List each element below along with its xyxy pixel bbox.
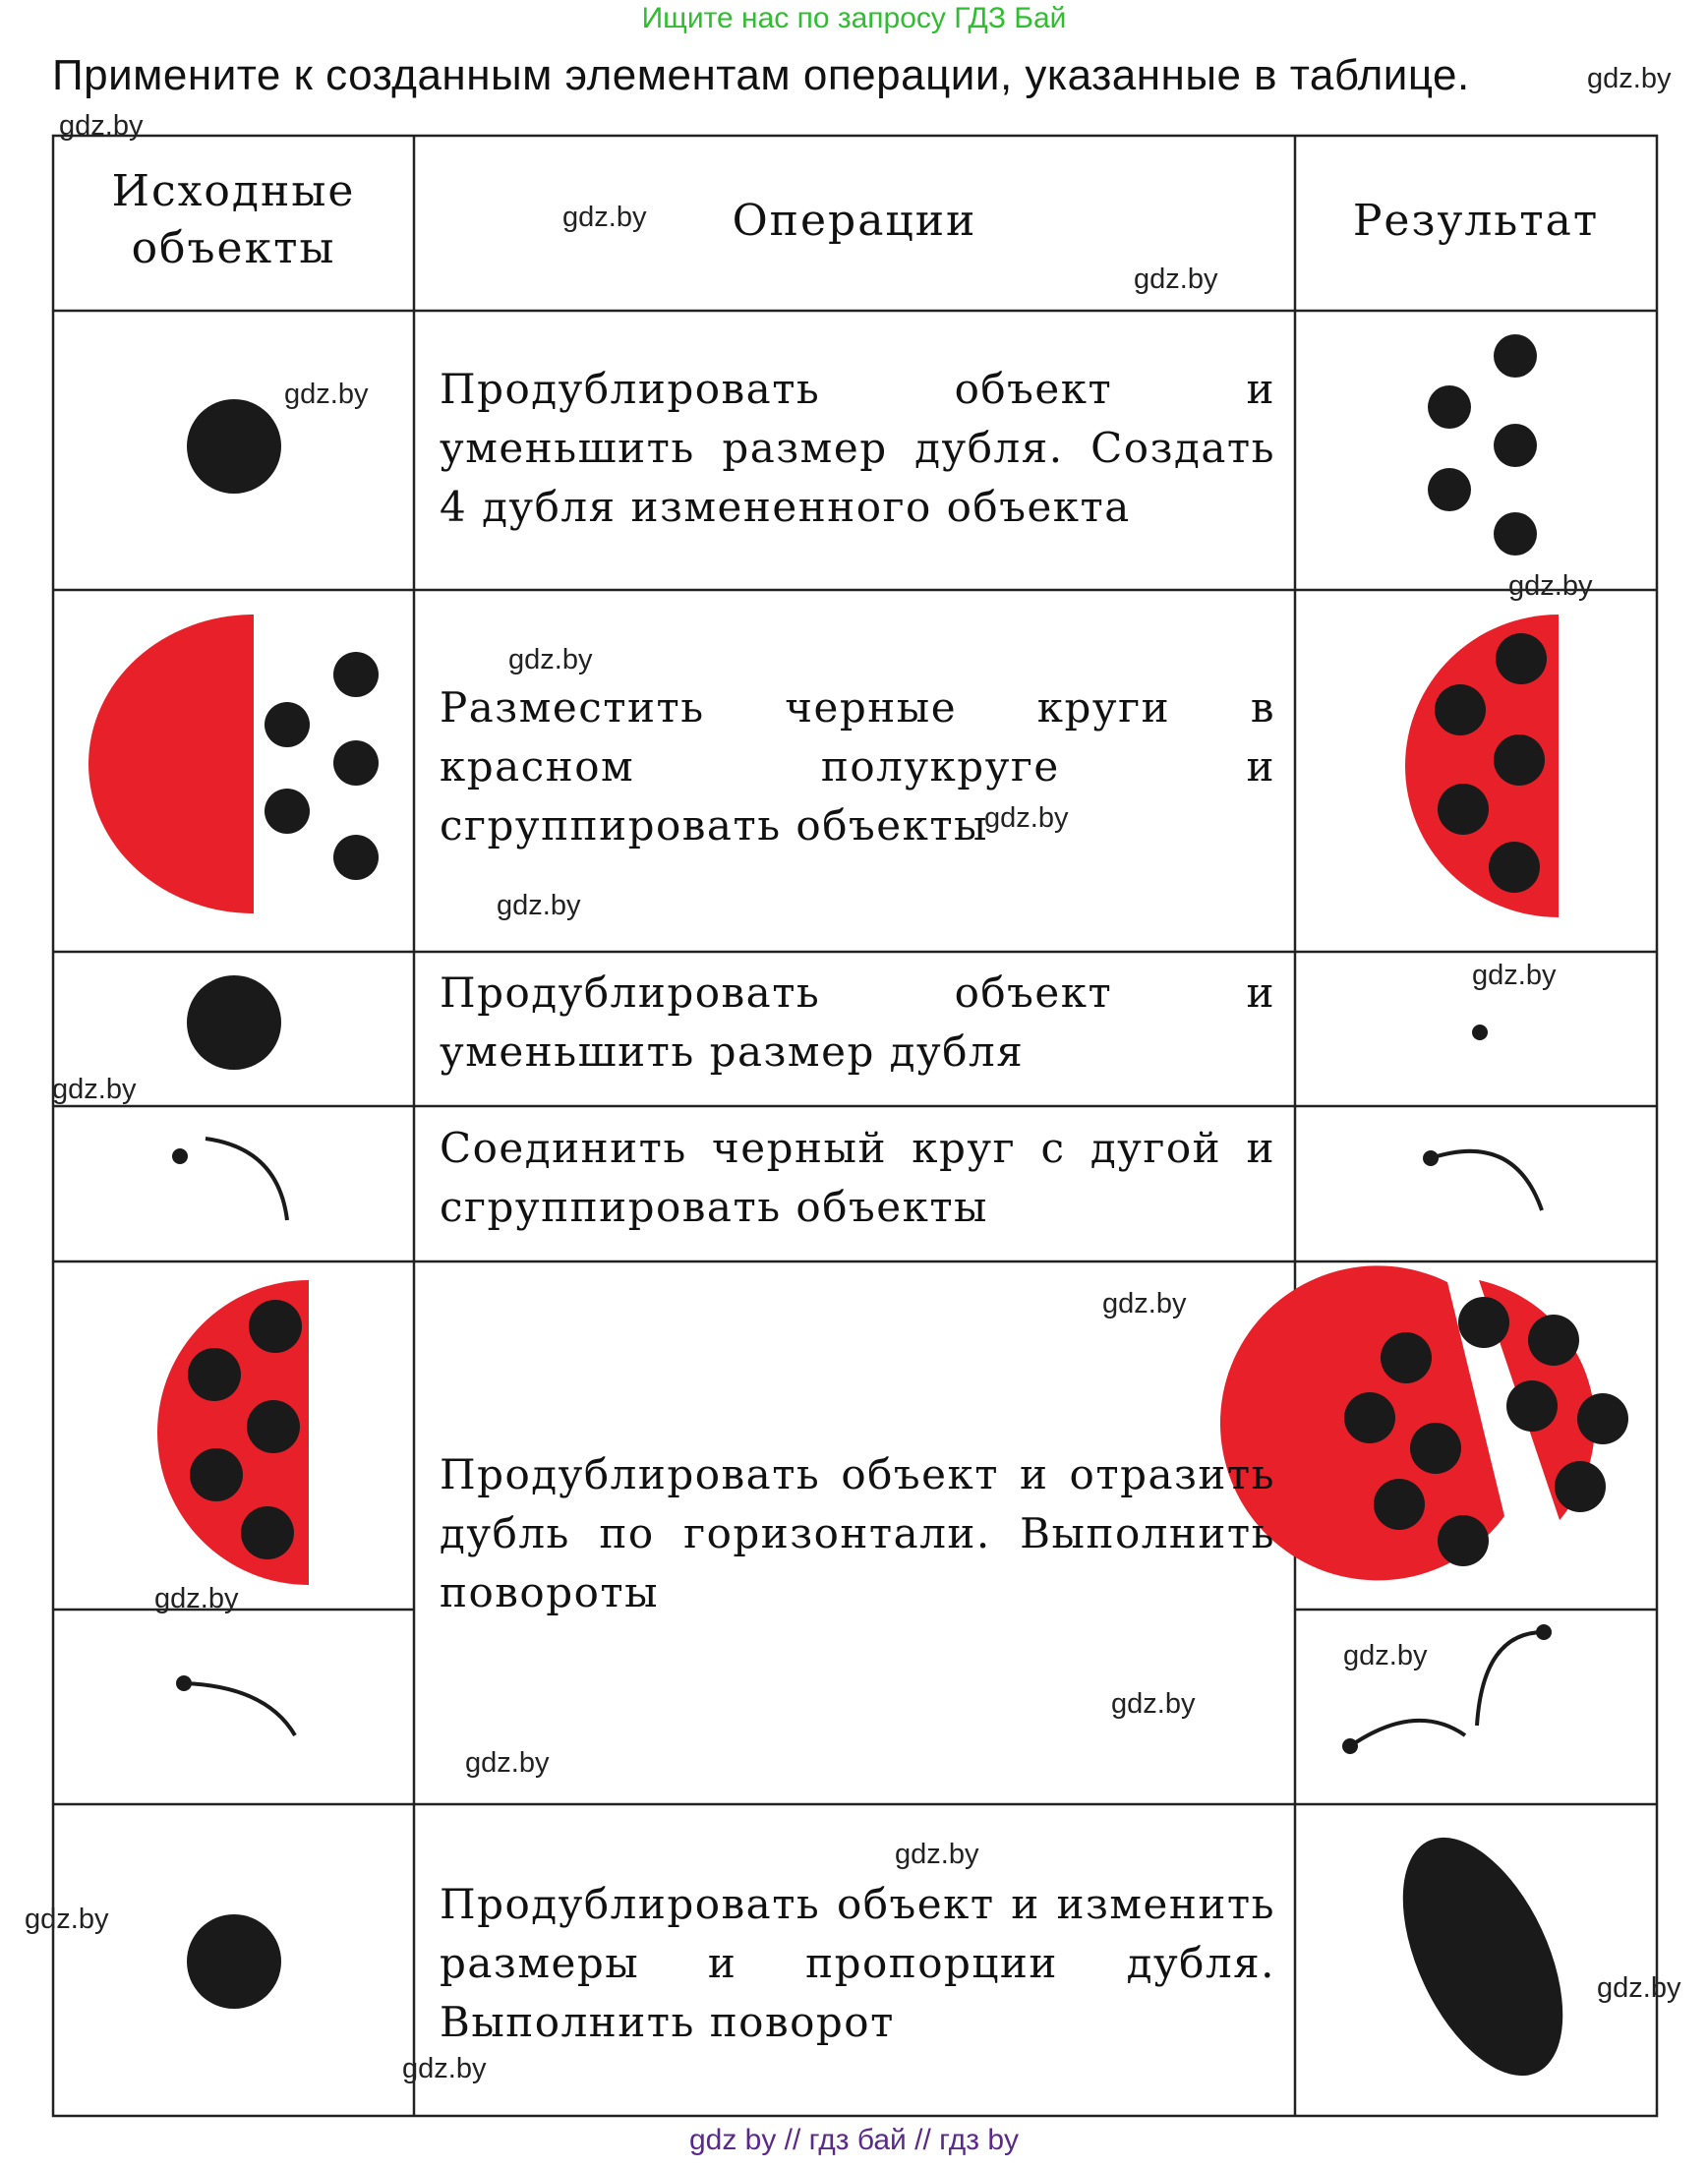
watermark: gdz.by: [984, 802, 1069, 834]
watermark: gdz.by: [1587, 63, 1672, 94]
operation-4: Соединить черный круг с дугой и сгруппировать объекты: [440, 1124, 1275, 1231]
result-tiny-dot: [1472, 1025, 1488, 1040]
footer-links[interactable]: gdz by // гдз бай // гдз by: [688, 2124, 1020, 2156]
watermark: gdz.by: [508, 644, 593, 675]
source-black-dots: [265, 652, 379, 880]
operation-5: Продублировать объект и отразить дубль по горизонтали. Выполнить повороты: [440, 1450, 1275, 1616]
watermark: gdz.by: [284, 379, 369, 410]
watermark: gdz.by: [1134, 264, 1218, 295]
result-antenna-left-arc: [1350, 1721, 1465, 1746]
operation-6: Продублировать объект и изменить размеры и пропорции дубля. Выполнить поворот: [440, 1880, 1275, 2046]
watermark: gdz.by: [1472, 960, 1557, 991]
watermark: gdz.by: [1343, 1640, 1428, 1671]
watermark: gdz.by: [895, 1839, 979, 1870]
source-arc: [206, 1139, 287, 1220]
source-antenna-arc: [184, 1683, 295, 1735]
watermark: gdz.by: [402, 2053, 487, 2084]
header-operations: Операции: [732, 196, 977, 246]
result-small-circles: [1428, 334, 1537, 556]
watermark: gdz.by: [1597, 1972, 1681, 2004]
source-dot: [172, 1148, 188, 1164]
result-ellipse: [1370, 1813, 1596, 2099]
operation-1: Продублировать объект и уменьшить размер дубля. Создать 4 дубля измененного объекта: [440, 365, 1275, 531]
header-result: Результат: [1352, 196, 1600, 246]
top-banner[interactable]: Ищите нас по запросу ГДЗ Бай: [641, 2, 1067, 34]
header-source: Исходные объекты: [111, 166, 356, 273]
watermark: gdz.by: [59, 110, 144, 142]
watermark: gdz.by: [1508, 570, 1593, 602]
result-antenna-right-arc: [1477, 1632, 1544, 1726]
watermark: gdz.by: [52, 1074, 137, 1105]
watermark: gdz.by: [154, 1583, 239, 1614]
watermark: gdz.by: [465, 1747, 550, 1779]
source-black-circle-3: [187, 1914, 281, 2009]
watermark: gdz.by: [1102, 1288, 1187, 1319]
source-black-circle: [187, 399, 281, 494]
source-black-circle-2: [187, 975, 281, 1070]
operation-3: Продублировать объект и уменьшить размер дубля: [440, 968, 1275, 1076]
watermark: gdz.by: [497, 890, 581, 921]
watermark: gdz.by: [25, 1904, 109, 1935]
result-antenna-arc: [1431, 1151, 1542, 1210]
page-heading: Примените к созданным элементам операции, указанные в таблице.: [52, 51, 1470, 99]
watermark: gdz.by: [1111, 1688, 1196, 1720]
source-red-semicircle: [88, 615, 254, 913]
operation-2: Разместить черные круги в красном полукруге и сгруппировать объекты: [440, 683, 1275, 850]
watermark: gdz.by: [562, 202, 647, 233]
